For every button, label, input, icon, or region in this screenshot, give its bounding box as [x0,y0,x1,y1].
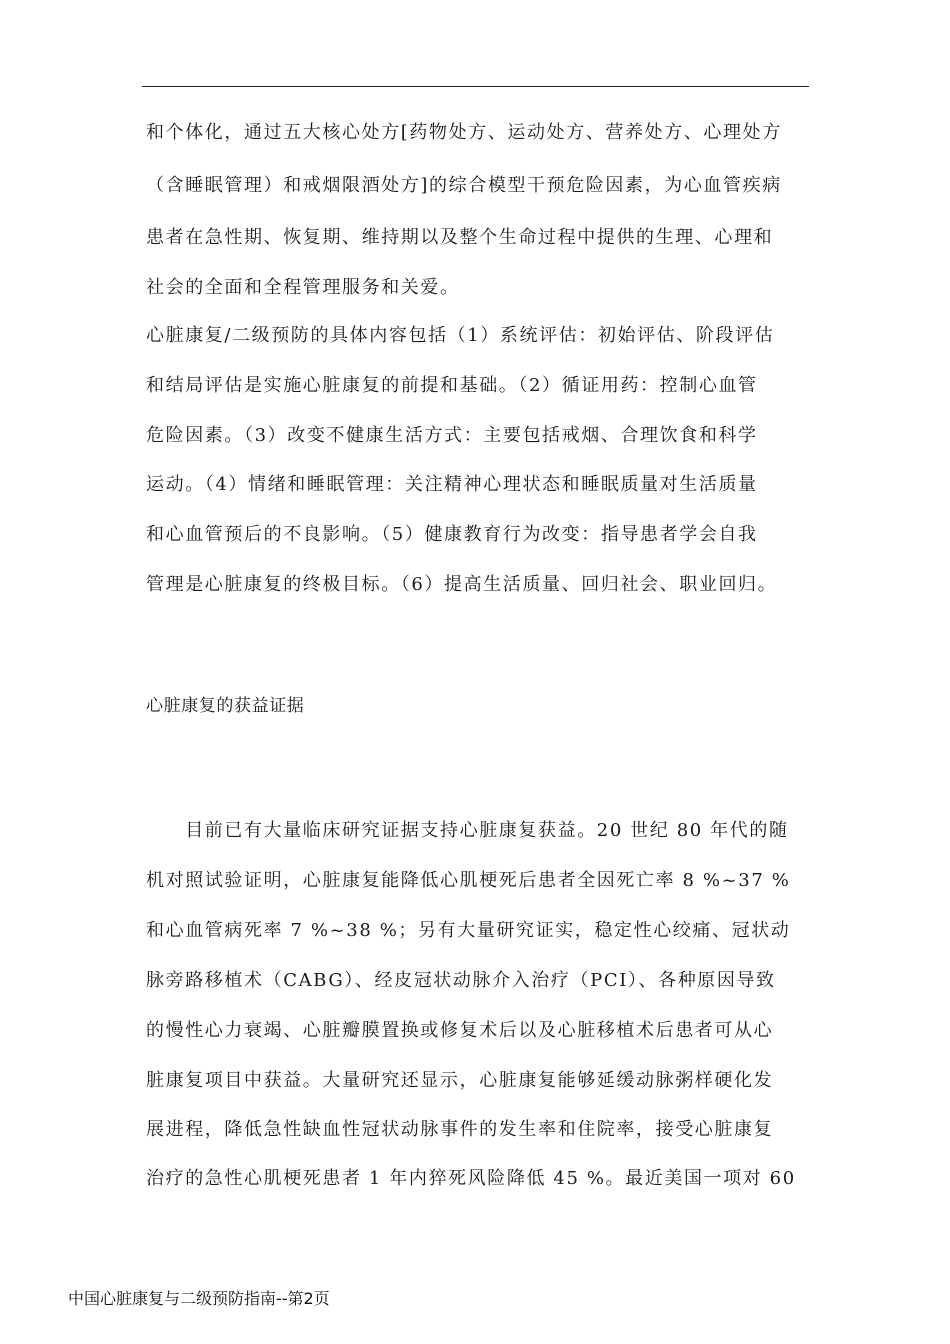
header-rule [142,86,809,87]
paragraph-line: 脏康复项目中获益。大量研究还显示，心脏康复能够延缓动脉粥样硬化发 [146,1070,774,1091]
paragraph-line: 治疗的急性心肌梗死患者 1 年内猝死风险降低 45 %。最近美国一项对 60 [146,1168,796,1189]
paragraph-line: 和个体化，通过五大核心处方[药物处方、运动处方、营养处方、心理处方 [146,122,782,143]
paragraph-line: 机对照试验证明，心脏康复能降低心肌梗死后患者全因死亡率 8 %~37 % [146,870,791,891]
paragraph-line: 和心血管病死率 7 %~38 %；另有大量研究证实，稳定性心绞痛、冠状动 [146,920,791,941]
paragraph-line: 脉旁路移植术（CABG）、经皮冠状动脉介入治疗（PCI）、各种原因导致 [146,970,776,991]
paragraph-line: 危险因素。（3）改变不健康生活方式：主要包括戒烟、合理饮食和科学 [146,425,758,446]
section-heading: 心脏康复的获益证据 [146,696,305,716]
paragraph-line: 和心血管预后的不良影响。（5）健康教育行为改变：指导患者学会自我 [146,524,758,545]
page-footer: 中国心脏康复与二级预防指南--第2页 [68,1289,330,1308]
paragraph-line: 的慢性心力衰竭、心脏瓣膜置换或修复术后以及心脏移植术后患者可从心 [146,1020,774,1041]
paragraph-line: 目前已有大量临床研究证据支持心脏康复获益。20 世纪 80 年代的随 [146,820,789,841]
paragraph-line: 患者在急性期、恢复期、维持期以及整个生命过程中提供的生理、心理和 [146,227,774,248]
paragraph-line: 管理是心脏康复的终极目标。（6）提高生活质量、回归社会、职业回归。 [146,574,778,595]
paragraph-line: 和结局评估是实施心脏康复的前提和基础。（2）循证用药：控制心血管 [146,375,758,396]
paragraph-line: 社会的全面和全程管理服务和关爱。 [146,277,460,298]
paragraph-line: 展进程，降低急性缺血性冠状动脉事件的发生率和住院率，接受心脏康复 [146,1119,774,1140]
paragraph-line: 运动。（4）情绪和睡眠管理：关注精神心理状态和睡眠质量对生活质量 [146,474,758,495]
paragraph-line: （含睡眠管理）和戒烟限酒处方]的综合模型干预危险因素，为心血管疾病 [146,175,782,196]
paragraph-line: 心脏康复/二级预防的具体内容包括（1）系统评估：初始评估、阶段评估 [146,325,775,346]
